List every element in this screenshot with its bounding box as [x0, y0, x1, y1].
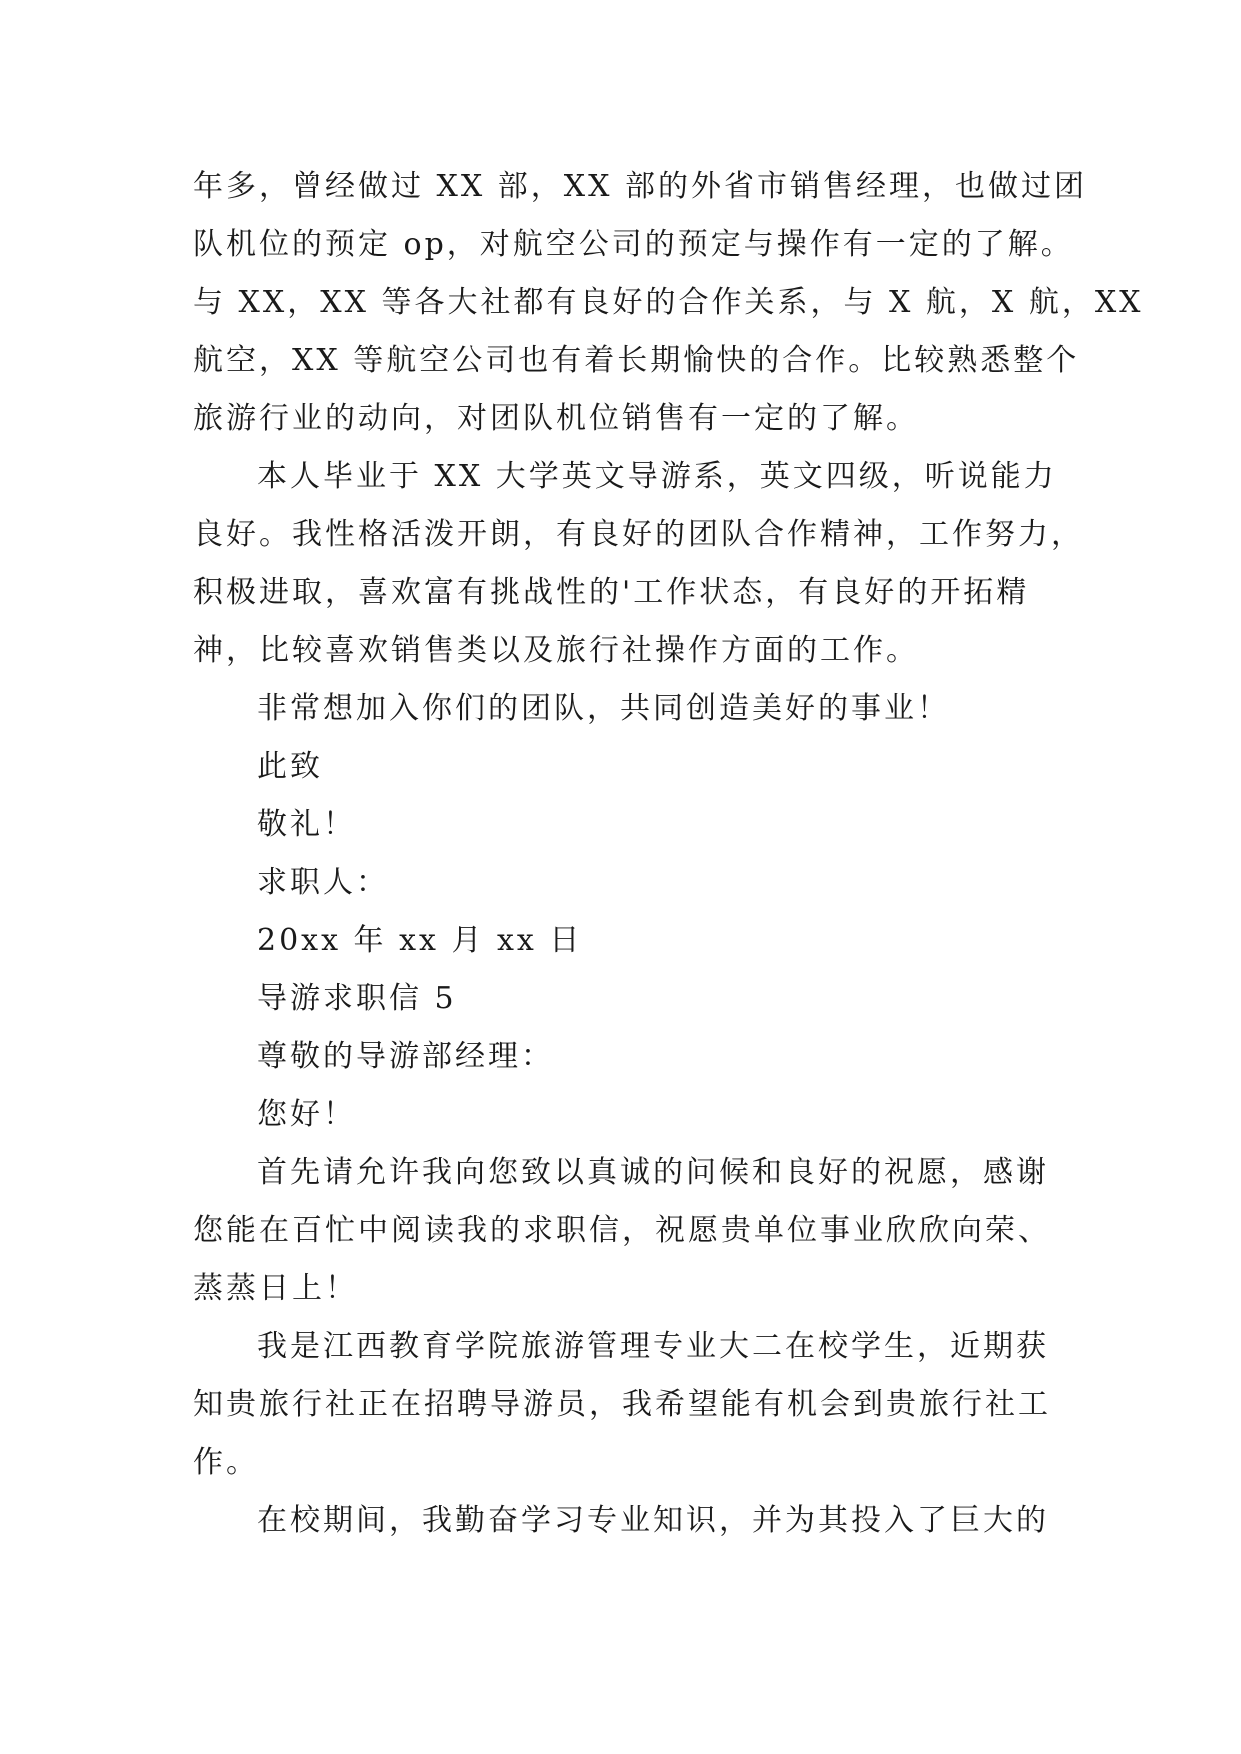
text-line: 您能在百忙中阅读我的求职信，祝愿贵单位事业欣欣向荣、 — [193, 1213, 1051, 1248]
signature-label: 求职人： — [257, 865, 389, 900]
closing-regards: 敬礼！ — [257, 807, 356, 842]
letter-date: 20xx 年 xx 月 xx 日 — [257, 923, 583, 958]
text-line: 良好。我性格活泼开朗，有良好的团队合作精神，工作努力， — [193, 517, 1084, 552]
letter-hello: 您好！ — [257, 1097, 356, 1132]
letter-greeting: 尊敬的导游部经理： — [257, 1039, 554, 1074]
closing-salutation: 此致 — [257, 749, 323, 784]
paragraph-start-line: 我是江西教育学院旅游管理专业大二在校学生，近期获 — [257, 1329, 1049, 1364]
text-line: 年多，曾经做过 XX 部，XX 部的外省市销售经理，也做过团 — [193, 169, 1088, 204]
paragraph-start-line: 非常想加入你们的团队，共同创造美好的事业！ — [257, 691, 950, 726]
text-line: 神，比较喜欢销售类以及旅行社操作方面的工作。 — [193, 633, 919, 668]
text-line: 与 XX，XX 等各大社都有良好的合作关系，与 X 航，X 航，XX — [193, 285, 1144, 320]
text-line: 队机位的预定 op，对航空公司的预定与操作有一定的了解。 — [193, 227, 1074, 262]
paragraph-start-line: 本人毕业于 XX 大学英文导游系，英文四级，听说能力 — [257, 459, 1057, 494]
text-line: 蒸蒸日上！ — [193, 1271, 358, 1306]
text-line: 航空，XX 等航空公司也有着长期愉快的合作。比较熟悉整个 — [193, 343, 1080, 378]
text-line: 作。 — [193, 1445, 259, 1480]
text-line: 知贵旅行社正在招聘导游员，我希望能有机会到贵旅行社工 — [193, 1387, 1051, 1422]
section-heading: 导游求职信 5 — [257, 981, 457, 1016]
paragraph-start-line: 首先请允许我向您致以真诚的问候和良好的祝愿，感谢 — [257, 1155, 1049, 1190]
document-body — [193, 158, 1144, 1550]
text-line: 旅游行业的动向，对团队机位销售有一定的了解。 — [193, 401, 919, 436]
text-line: 积极进取，喜欢富有挑战性的'工作状态，有良好的开拓精 — [193, 575, 1030, 610]
paragraph-start-line: 在校期间，我勤奋学习专业知识，并为其投入了巨大的 — [257, 1503, 1049, 1538]
